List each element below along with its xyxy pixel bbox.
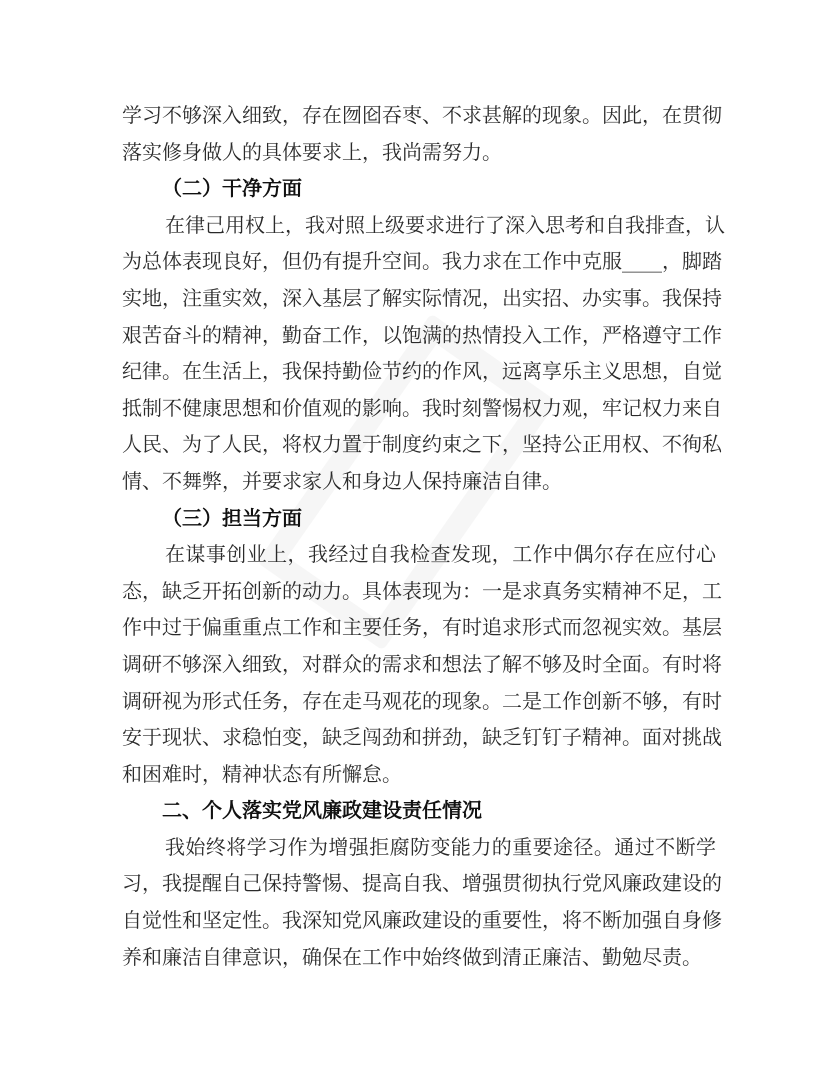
paragraph-line: 抵制不健康思想和价值观的影响。我时刻警惕权力观，牢记权力来自 [122, 395, 722, 420]
paragraph-line: 和困难时，精神状态有所懈怠。 [122, 761, 402, 786]
paragraph-line: 在律己用权上，我对照上级要求进行了深入思考和自我排查，认 [165, 212, 725, 237]
section-heading: （三）担当方面 [162, 505, 302, 530]
paragraph-line: 习，我提醒自己保持警惕、提高自我、增强贯彻执行党风廉政建设的 [122, 871, 722, 896]
paragraph-line: 实地，注重实效，深入基层了解实际情况，出实招、办实事。我保持 [122, 285, 722, 310]
paragraph-line: 自觉性和坚定性。我深知党风廉政建设的重要性，将不断加强自身修 [122, 908, 722, 933]
section-heading: 二、个人落实党风廉政建设责任情况 [162, 798, 482, 823]
paragraph-line: 人民、为了人民，将权力置于制度约束之下，坚持公正用权、不徇私 [122, 432, 722, 457]
paragraph-line: 情、不舞弊，并要求家人和身边人保持廉洁自律。 [122, 468, 562, 493]
paragraph-line: 在谋事创业上，我经过自我检查发现，工作中偶尔存在应付心 [165, 542, 716, 567]
paragraph-line: 为总体表现良好，但仍有提升空间。我力求在工作中克服____，脚踏 [122, 249, 722, 274]
paragraph-line: 我始终将学习作为增强拒腐防变能力的重要途径。通过不断学 [165, 834, 716, 859]
document-page [122, 97, 725, 975]
paragraph-line: 作中过于偏重重点工作和主要任务，有时追求形式而忽视实效。基层 [122, 615, 722, 640]
paragraph-line: 调研不够深入细致，对群众的需求和想法了解不够及时全面。有时将 [122, 651, 722, 676]
paragraph-line: 态，缺乏开拓创新的动力。具体表现为：一是求真务实精神不足，工 [122, 578, 722, 603]
section-heading: （二）干净方面 [162, 176, 302, 201]
paragraph-line: 纪律。在生活上，我保持勤俭节约的作风，远离享乐主义思想，自觉 [122, 359, 722, 384]
paragraph-line: 安于现状、求稳怕变，缺乏闯劲和拼劲，缺乏钉钉子精神。面对挑战 [122, 725, 722, 750]
paragraph-line: 学习不够深入细致，存在囫囵吞枣、不求甚解的现象。因此，在贯彻 [122, 103, 722, 127]
paragraph-line: 养和廉洁自律意识，确保在工作中始终做到清正廉洁、勤勉尽责。 [122, 944, 702, 969]
paragraph-line: 落实修身做人的具体要求上，我尚需努力。 [122, 139, 502, 164]
paragraph-line: 艰苦奋斗的精神，勤奋工作，以饱满的热情投入工作，严格遵守工作 [122, 322, 722, 347]
paragraph-line: 调研视为形式任务，存在走马观花的现象。二是工作创新不够，有时 [122, 688, 722, 713]
